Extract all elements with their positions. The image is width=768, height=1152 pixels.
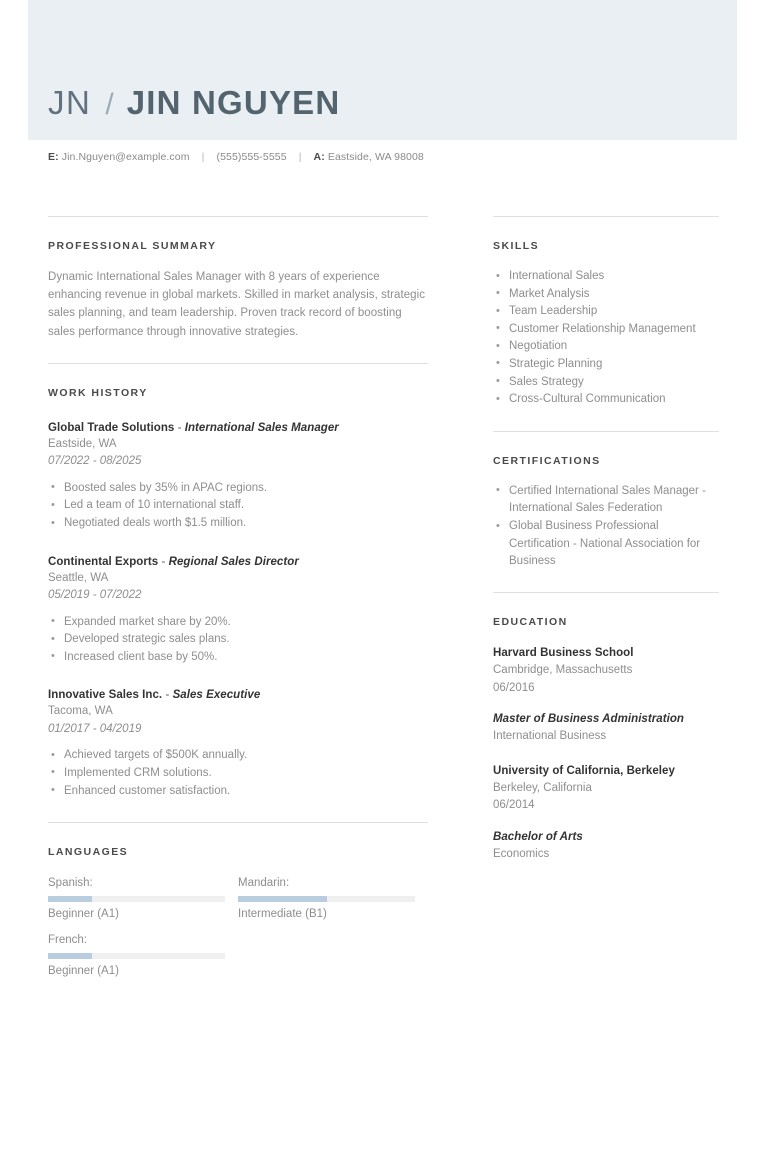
education-entry <box>493 763 719 815</box>
job-bullet: • Expanded market share by 20%. <box>48 614 428 632</box>
section-title-education: EDUCATION <box>493 616 568 629</box>
job-bullet: • Boosted sales by 35% in APAC regions. <box>48 480 428 498</box>
divider-education <box>493 592 719 593</box>
job-company: Global Trade Solutions <box>48 421 175 434</box>
job-location: Eastside, WA <box>48 437 117 450</box>
job-bullet: • Achieved targets of $500K annually. <box>48 747 428 765</box>
language-item <box>48 932 238 980</box>
job-bullet: • Increased client base by 50%. <box>48 649 428 667</box>
name-separator-slash: / <box>105 88 114 121</box>
skills-list <box>493 268 719 409</box>
certifications-list <box>493 483 719 570</box>
language-name: Mandarin: <box>238 877 290 890</box>
job-entry <box>48 554 428 667</box>
skill-item: • Negotiation <box>493 338 719 356</box>
job-role: International Sales Manager <box>184 421 339 434</box>
education-field: International Business <box>493 730 607 743</box>
education-entry <box>493 645 719 697</box>
language-progress-track <box>48 896 225 902</box>
language-item <box>48 875 238 923</box>
education-school: University of California, Berkeley <box>493 764 675 777</box>
section-skills <box>493 240 719 409</box>
header-band <box>28 0 737 140</box>
language-progress-fill <box>48 953 92 959</box>
email-value[interactable]: Jin.Nguyen@example.com <box>61 151 190 163</box>
language-item <box>238 875 428 923</box>
section-professional-summary <box>48 240 428 341</box>
language-progress-fill <box>238 896 327 902</box>
language-progress-fill <box>48 896 92 902</box>
right-column <box>493 216 719 863</box>
language-level: Beginner (A1) <box>48 908 119 921</box>
job-dates: 05/2019 - 07/2022 <box>48 589 142 602</box>
initials-monogram: JN <box>48 84 92 121</box>
job-dash: - <box>177 421 182 434</box>
certification-item: • Global Business Professional Certification - National Association for Business <box>493 518 719 570</box>
section-title-certifications: CERTIFICATIONS <box>493 454 601 467</box>
left-column <box>48 216 428 989</box>
skill-item: • Market Analysis <box>493 286 719 304</box>
contact-divider-2: | <box>298 151 302 163</box>
divider-certifications <box>493 431 719 432</box>
education-degree: Master of Business Administration <box>493 713 685 726</box>
name-heading <box>48 84 340 122</box>
education-date: 06/2016 <box>493 681 535 694</box>
language-name: Spanish: <box>48 877 93 890</box>
language-progress-track <box>48 953 225 959</box>
job-bullet-list <box>48 747 428 800</box>
section-title-summary: PROFESSIONAL SUMMARY <box>48 240 217 252</box>
language-level: Intermediate (B1) <box>238 908 327 921</box>
job-company: Continental Exports <box>48 555 159 568</box>
section-title-skills: SKILLS <box>493 240 540 252</box>
job-bullet-list <box>48 480 428 533</box>
job-company: Innovative Sales Inc. <box>48 689 163 702</box>
education-date: 06/2014 <box>493 799 535 812</box>
section-languages <box>48 846 428 989</box>
job-bullet-list <box>48 614 428 667</box>
job-bullet: • Developed strategic sales plans. <box>48 631 428 649</box>
job-dash: - <box>161 555 166 568</box>
email-label: E: <box>48 151 59 163</box>
education-location: Cambridge, Massachusetts <box>493 664 633 677</box>
job-bullet: • Negotiated deals worth $1.5 million. <box>48 515 428 533</box>
divider-languages <box>48 822 428 823</box>
section-work-history <box>48 387 428 800</box>
address-label: A: <box>313 151 325 163</box>
divider-summary <box>48 216 428 217</box>
job-entry <box>48 420 428 533</box>
section-certifications <box>493 455 719 570</box>
education-location: Berkeley, California <box>493 781 592 794</box>
summary-paragraph: Dynamic International Sales Manager with 8 years of experience enhancing revenue in global markets. Skilled in market analysis, strategic sales planning, and team leadership. Proven track record of boosting sales performance through innovative strategies. <box>48 271 425 338</box>
education-degree: Bachelor of Arts <box>493 830 583 843</box>
job-dates: 07/2022 - 08/2025 <box>48 455 142 468</box>
phone-value[interactable]: (555)555-5555 <box>216 151 287 163</box>
section-title-work-history: WORK HISTORY <box>48 386 148 399</box>
education-degree-block <box>493 711 719 746</box>
language-name: French: <box>48 934 87 947</box>
divider-skills <box>493 216 719 217</box>
skill-item: • Cross-Cultural Communication <box>493 391 719 409</box>
job-heading <box>48 554 428 570</box>
job-dash: - <box>165 689 170 702</box>
skill-item: • Sales Strategy <box>493 374 719 392</box>
full-name: JIN NGUYEN <box>126 84 341 121</box>
section-education <box>493 616 719 863</box>
job-heading <box>48 420 428 436</box>
skill-item: • Customer Relationship Management <box>493 321 719 339</box>
languages-grid <box>48 875 428 989</box>
job-bullet: • Led a team of 10 international staff. <box>48 497 428 515</box>
education-school: Harvard Business School <box>493 647 634 660</box>
job-role: Sales Executive <box>172 689 261 702</box>
job-heading <box>48 687 428 703</box>
section-title-languages: LANGUAGES <box>48 846 129 859</box>
education-field: Economics <box>493 847 550 860</box>
education-degree-block <box>493 829 719 864</box>
job-entry <box>48 687 428 800</box>
job-bullet: • Enhanced customer satisfaction. <box>48 783 428 801</box>
contact-divider-1: | <box>201 151 205 163</box>
job-location: Seattle, WA <box>48 571 109 584</box>
job-role: Regional Sales Director <box>168 555 299 568</box>
job-dates: 01/2017 - 04/2019 <box>48 722 142 735</box>
skill-item: • International Sales <box>493 268 719 286</box>
job-bullet: • Implemented CRM solutions. <box>48 765 428 783</box>
address-value: Eastside, WA 98008 <box>327 151 424 163</box>
job-location: Tacoma, WA <box>48 705 113 718</box>
divider-work-history <box>48 363 428 364</box>
language-progress-track <box>238 896 415 902</box>
skill-item: • Team Leadership <box>493 303 719 321</box>
contact-line <box>48 151 424 163</box>
certification-item: • Certified International Sales Manager - International Sales Federation <box>493 483 719 518</box>
language-level: Beginner (A1) <box>48 965 119 978</box>
skill-item: • Strategic Planning <box>493 356 719 374</box>
